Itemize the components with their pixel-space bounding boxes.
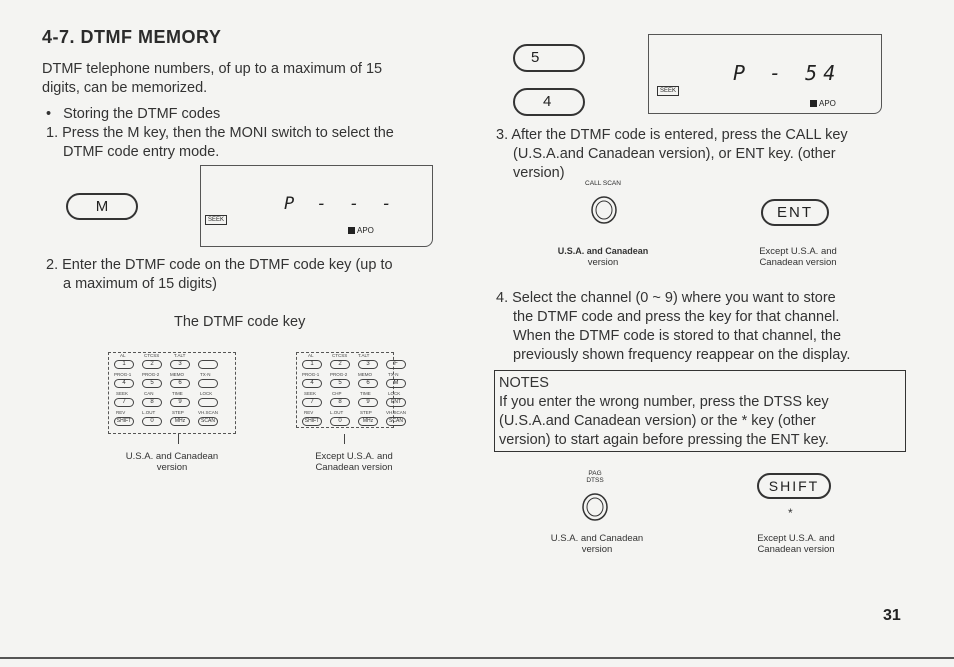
caption-shift-except: Except U.S.A. and Canadean version (757, 533, 835, 555)
notes-box (494, 370, 906, 452)
keypad-except-key-mhz: MHz (358, 417, 378, 426)
step-2-line-2: a maximum of 15 digits) (63, 276, 217, 292)
bottom-rule (0, 657, 954, 659)
apo-indicator: APO (348, 226, 374, 235)
keypad-usa: AL CTCSS T.ALT 1 2 3 PROG-1 PROG-2 MEMO TX·N 4 5 6 SEEK CAN TIME LOCK 7 8 9 REV L.OUT STEP VH.SCAN SHIFT 0 MHz SCAN (108, 350, 236, 435)
step-2 (46, 256, 393, 294)
call-scan-figure (568, 180, 638, 240)
keypad-except-key-3: 3 (358, 360, 378, 369)
caption-call-usa: U.S.A. and Canadean version (557, 246, 649, 268)
apo-square-icon-2 (810, 100, 817, 107)
ent-key-label: ENT (777, 204, 813, 221)
section-title: 4-7. DTMF MEMORY (42, 27, 222, 47)
m-key (66, 193, 138, 220)
dtss-label: PAG DTSS (586, 470, 604, 484)
step-4-line-3: When the DTMF code is stored to that channel, the (513, 328, 842, 344)
m-key-label: M (95, 198, 109, 215)
keypad-heading: The DTMF code key (174, 314, 306, 330)
notes-line-3: version) to start again before pressing the ENT key. (499, 432, 829, 448)
call-scan-label: CALL SCAN (585, 180, 621, 187)
keypad-usa-key-a (198, 360, 218, 369)
caption-keypad-except: Except U.S.A. and Canadean version (315, 451, 393, 473)
step-1 (46, 124, 394, 162)
keypad-except-key-2: 2 (330, 360, 350, 369)
shift-key (757, 473, 831, 499)
step-1-line-2: DTMF code entry mode. (63, 144, 220, 160)
lcd-digits-2: P - 54 (733, 61, 842, 85)
lcd-display-1 (200, 165, 433, 247)
keypad-except-key-1: 1 (302, 360, 322, 369)
keypad-usa-key-shift: SHIFT (114, 417, 134, 426)
keypad-except-key-9: 9 (358, 398, 378, 407)
keypad-usa-key-scan: SCAN (198, 417, 218, 426)
keypad-except-key-m: M (386, 379, 406, 388)
keypad-usa-key-2: 2 (142, 360, 162, 369)
intro-line-1: DTMF telephone numbers, of up to a maximum of 15 (42, 61, 383, 77)
keypad-except-key-shift: SHIFT (302, 417, 322, 426)
key-4-label: 4 (543, 93, 552, 110)
step-3 (496, 126, 848, 183)
key-5 (513, 44, 585, 72)
seek-indicator: SEEK (205, 215, 227, 225)
keypad-except-key-8: 8 (330, 398, 350, 407)
step-1-line-1: 1. Press the M key, then the MONI switch to select the (46, 125, 394, 141)
notes-line-2: (U.S.A.and Canadean version) or the * key (other (499, 413, 816, 429)
keypad-except-key-7: 7 (302, 398, 322, 407)
apo-indicator-2: APO (810, 99, 836, 108)
step-4-line-1: 4. Select the channel (0 ~ 9) where you want to store (496, 290, 836, 306)
step-2-line-1: 2. Enter the DTMF code on the DTMF code key (up to (46, 257, 393, 273)
bullet-text: Storing the DTMF codes (63, 106, 221, 122)
caption-ent-except: Except U.S.A. and Canadean version (759, 246, 837, 268)
bullet-storing (46, 105, 220, 124)
keypad-except: AL CTCSS T.ALT 1 2 3 F PROG-1 PROG-2 MEMO TX·N 4 5 6 M SEEK CHP TIME LOCK 7 8 9 ENT REV L.OUT STEP VH.SCAN SHIFT 0 MHz SCAN (296, 350, 424, 435)
caption-keypad-usa: U.S.A. and Canadean version (125, 451, 219, 473)
keypad-usa-key-6: 6 (170, 379, 190, 388)
shift-key-label: SHIFT (768, 478, 820, 494)
keypad-except-key-f: F (386, 360, 406, 369)
seek-indicator-2: SEEK (657, 86, 679, 96)
step-4-line-4: previously shown frequency reappear on the display. (513, 347, 851, 363)
keypad-except-key-5: 5 (330, 379, 350, 388)
dtss-figure (570, 470, 620, 526)
keypad-except-key-0: 0 (330, 417, 350, 426)
keypad-usa-key-b (198, 379, 218, 388)
keypad-except-pointer (344, 434, 345, 444)
keypad-usa-key-9: 9 (170, 398, 190, 407)
step-4-line-2: the DTMF code and press the key for that channel. (513, 309, 840, 325)
keypad-except-key-scan: SCAN (386, 417, 406, 426)
key-4 (513, 88, 585, 116)
key-5-label: 5 (531, 49, 540, 66)
keypad-usa-pointer (178, 434, 179, 444)
keypad-except-key-6: 6 (358, 379, 378, 388)
notes-title: NOTES (499, 375, 549, 391)
call-button-icon (591, 196, 617, 224)
step-3-line-3: version) (513, 165, 565, 181)
keypad-except-key-4: 4 (302, 379, 322, 388)
keypad-except-key-ent: ENT (386, 398, 406, 407)
asterisk-mark: * (788, 506, 793, 520)
keypad-usa-key-4: 4 (114, 379, 134, 388)
dtss-button-icon (582, 493, 608, 521)
page-number: 31 (883, 607, 901, 624)
bullet-dot: • (46, 106, 52, 122)
caption-dtss-usa: U.S.A. and Canadean version (550, 533, 644, 555)
apo-square-icon (348, 227, 355, 234)
lcd-digits: P - - - (284, 194, 398, 214)
lcd-display-2 (648, 34, 882, 114)
keypad-usa-key-8: 8 (142, 398, 162, 407)
notes-line-1: If you enter the wrong number, press the DTSS key (499, 394, 829, 410)
ent-key (761, 199, 829, 226)
step-4 (496, 289, 850, 365)
step-3-line-1: 3. After the DTMF code is entered, press the CALL key (496, 127, 848, 143)
keypad-usa-key-mhz: MHz (170, 417, 190, 426)
keypad-usa-key-3: 3 (170, 360, 190, 369)
step-3-line-2: (U.S.A.and Canadean version), or ENT key. (other (513, 146, 836, 162)
keypad-usa-key-1: 1 (114, 360, 134, 369)
keypad-usa-key-c (198, 398, 218, 407)
intro-paragraph (42, 60, 382, 98)
keypad-usa-key-0: 0 (142, 417, 162, 426)
intro-line-2: digits, can be memorized. (42, 80, 208, 96)
keypad-usa-key-5: 5 (142, 379, 162, 388)
keypad-usa-key-7: 7 (114, 398, 134, 407)
